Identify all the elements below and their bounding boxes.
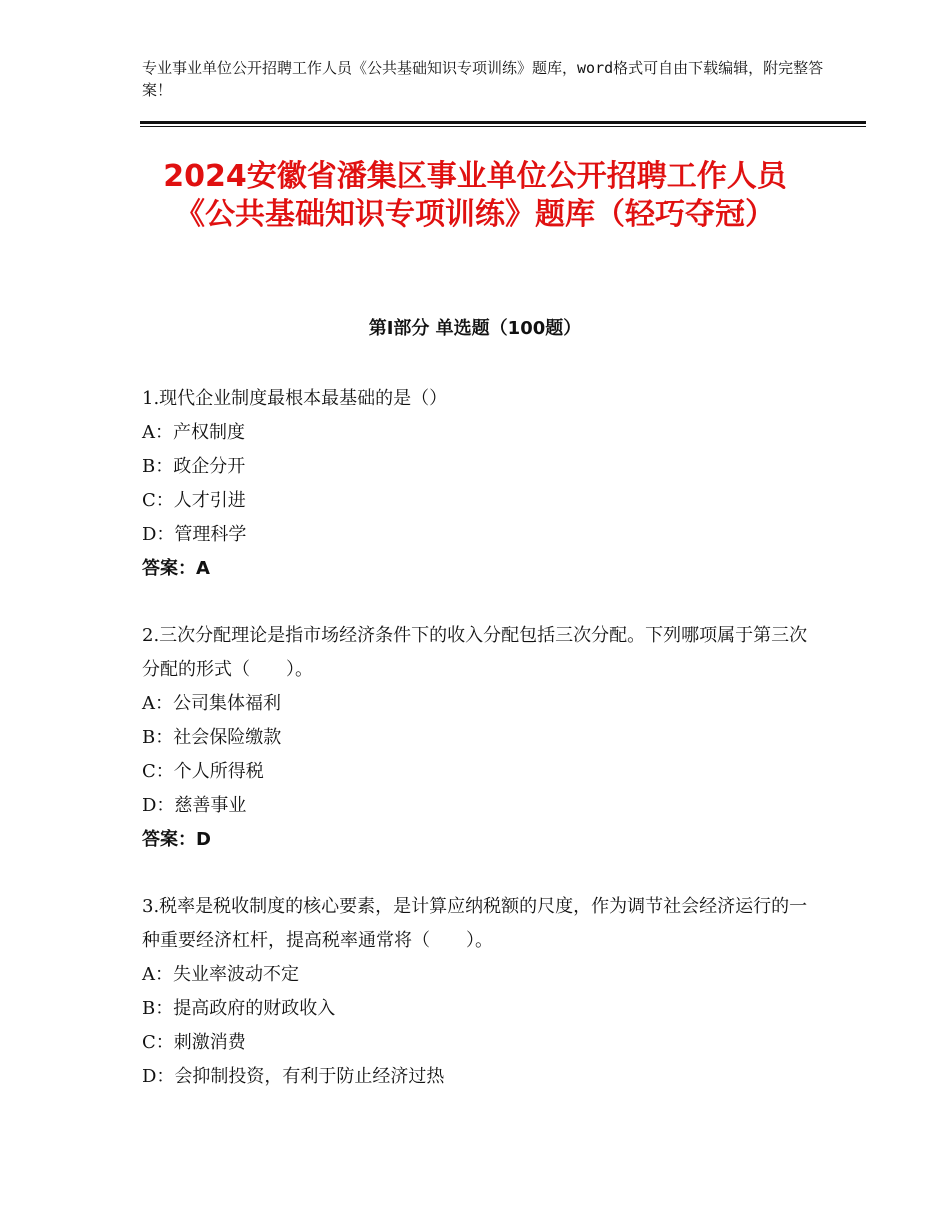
option-b: B：社会保险缴款 <box>142 727 282 748</box>
question-3 <box>142 890 812 1094</box>
question-stem: 3.税率是税收制度的核心要素，是计算应纳税额的尺度，作为调节社会经济运行的一种重要经济杠杆，提高税率通常将（ ）。 <box>142 896 808 951</box>
section-title: 第Ⅰ部分 单选题（100题） <box>368 318 582 339</box>
option-a: A：公司集体福利 <box>142 693 281 714</box>
option-d: D：管理科学 <box>142 524 247 545</box>
option-c: C：人才引进 <box>142 490 246 511</box>
option-c: C：刺激消费 <box>142 1032 246 1053</box>
option-b: B：政企分开 <box>142 456 246 477</box>
option-d: D：慈善事业 <box>142 795 247 816</box>
option-c: C：个人所得税 <box>142 761 264 782</box>
option-a: A：失业率波动不定 <box>142 964 299 985</box>
question-stem: 1.现代企业制度最根本最基础的是（） <box>142 388 448 409</box>
option-b: B：提高政府的财政收入 <box>142 998 336 1019</box>
option-d: D：会抑制投资，有利于防止经济过热 <box>142 1066 445 1087</box>
header-rule-thin <box>140 126 866 127</box>
question-1 <box>142 382 812 586</box>
answer-line: 答案：A <box>142 558 210 579</box>
question-list <box>142 382 812 1127</box>
question-2 <box>142 619 812 857</box>
header-note: 专业事业单位公开招聘工作人员《公共基础知识专项训练》题库，word格式可自由下载编辑，附完整答案！ <box>142 59 824 99</box>
answer-line: 答案：D <box>142 829 211 850</box>
option-a: A：产权制度 <box>142 422 245 443</box>
question-stem: 2.三次分配理论是指市场经济条件下的收入分配包括三次分配。下列哪项属于第三次分配的形式（ ）。 <box>142 625 808 680</box>
header-rule-thick <box>140 121 866 124</box>
page-title: 2024安徽省潘集区事业单位公开招聘工作人员《公共基础知识专项训练》题库（轻巧夺冠） <box>163 159 787 232</box>
